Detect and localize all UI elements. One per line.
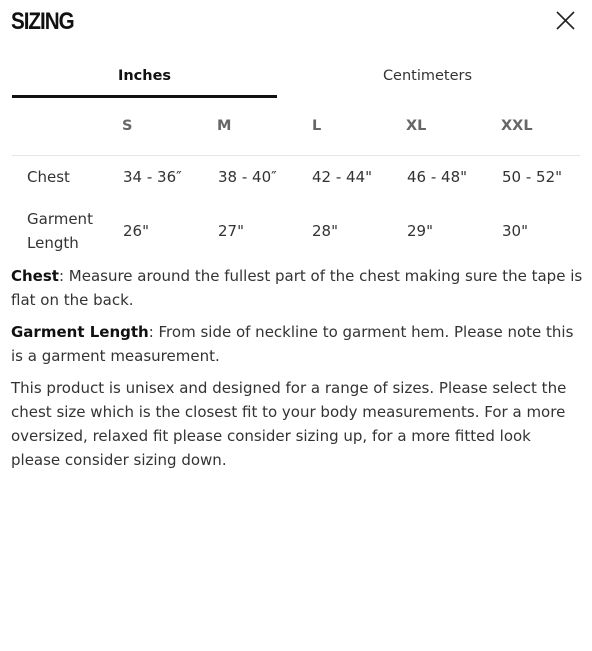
tab-inches[interactable]: Inches <box>117 68 172 84</box>
length-xl: 29" <box>407 222 433 240</box>
size-header-m: M <box>217 118 232 134</box>
length-s: 26" <box>123 222 149 240</box>
chest-l: 42 - 44" <box>312 168 373 186</box>
row-label-chest: Chest <box>27 168 70 186</box>
unit-tabs <box>12 60 580 100</box>
length-l: 28" <box>312 222 338 240</box>
fit-note: This product is unisex and designed for a range of sizes. Please select the chest size which is the closest fit to your body measurements. For a more oversized, relaxed fit please consider sizing up, for a more fitted look please consider sizing down. <box>11 379 567 469</box>
chest-s: 34 - 36″ <box>123 168 182 186</box>
close-icon[interactable] <box>553 8 579 34</box>
size-header-s: S <box>122 118 133 134</box>
length-note-term: Garment Length <box>11 323 149 341</box>
chest-xl: 46 - 48" <box>407 168 468 186</box>
size-header-l: L <box>312 118 322 134</box>
length-note <box>11 320 583 368</box>
length-m: 27" <box>218 222 244 240</box>
row-label-length: Length <box>27 234 79 252</box>
close-button[interactable] <box>553 8 579 34</box>
chest-note <box>11 264 583 312</box>
chest-note-term: Chest <box>11 267 59 285</box>
size-header-xxl: XXL <box>501 118 533 134</box>
active-tab-indicator <box>12 95 277 98</box>
tab-centimeters[interactable]: Centimeters <box>382 68 473 84</box>
sizing-title: SIZING <box>11 8 74 35</box>
row-label-garment: Garment <box>27 210 93 228</box>
size-header-xl: XL <box>406 118 427 134</box>
chest-m: 38 - 40″ <box>218 168 277 186</box>
size-header-row <box>12 110 580 156</box>
length-note-text: : From side of neckline to garment hem. Please note this is a garment measurement. <box>11 323 574 365</box>
chest-note-text: : Measure around the fullest part of the chest making sure the tape is flat on the back. <box>11 267 583 309</box>
length-xxl: 30" <box>502 222 528 240</box>
chest-xxl: 50 - 52" <box>502 168 563 186</box>
